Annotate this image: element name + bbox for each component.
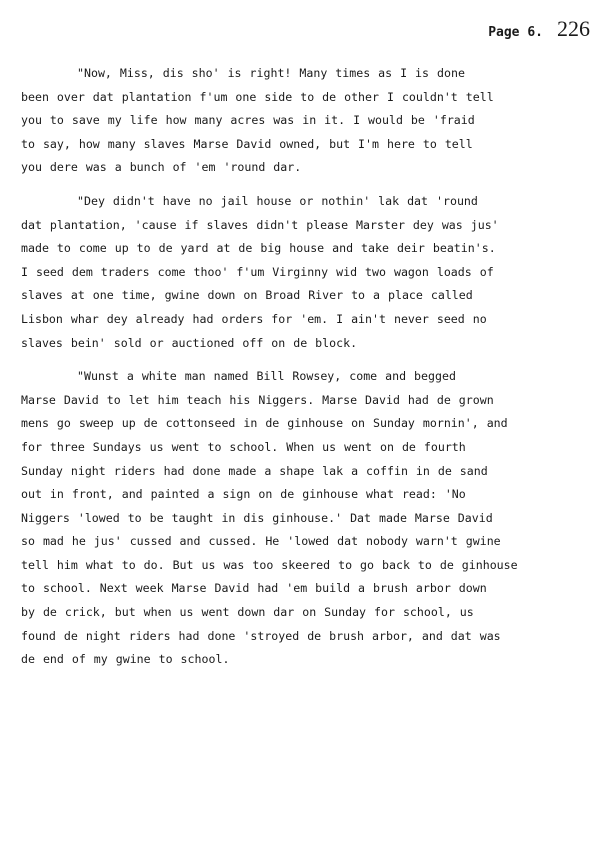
body-text	[21, 62, 591, 682]
page-label: Page 6.	[488, 25, 543, 40]
paragraph-plantation: "Now, Miss, dis sho' is right! Many times as I is done been over dat plantation f'um one side to de other I couldn't tell you to save my life how many acres was in it. I would be 'fraid to say, how many slaves Marse David owned, but I'm here to tell you dere was a bunch of 'em 'round dar.	[21, 66, 494, 175]
page-header	[488, 16, 590, 42]
paragraph-jail-house: "Dey didn't have no jail house or nothin' lak dat 'round dat plantation, 'cause if slaves didn't please Marster dey was jus' made to come up to de yard at de big house and take deir beatin's. I seed dem traders come thoo' f'um Virginny wid two wagon loads of slaves at one time, gwine down on Broad River to a place called Lisbon whar dey already had orders for 'em. I ain't never seed no slaves bein' sold or auctioned off on de block.	[21, 193, 499, 350]
paragraph-school: "Wunst a white man named Bill Rowsey, come and begged Marse David to let him teach his Niggers. Marse David had de grown mens go sweep up de cottonseed in de ginhouse on Sunday mornin', and for three Sundays us went to school. When us went on de fourth Sunday night riders had done made a shape lak a coffin in de sand out in front, and painted a sign on de ginhouse what read: 'No Niggers 'lowed to be taught in dis ginhouse.' Dat made Marse David so mad he jus' cussed and cussed. He 'lowed dat nobody warn't gwine tell him what to do. But us was too skeered to go back to de ginhouse to school. Next week Marse David had 'em build a brush arbor down by de crick, but when us went down dar on Sunday for school, us found de night riders had done 'stroyed de brush arbor, and dat was de end of my gwine to school.	[21, 369, 518, 667]
folio-number: 226	[557, 16, 590, 41]
